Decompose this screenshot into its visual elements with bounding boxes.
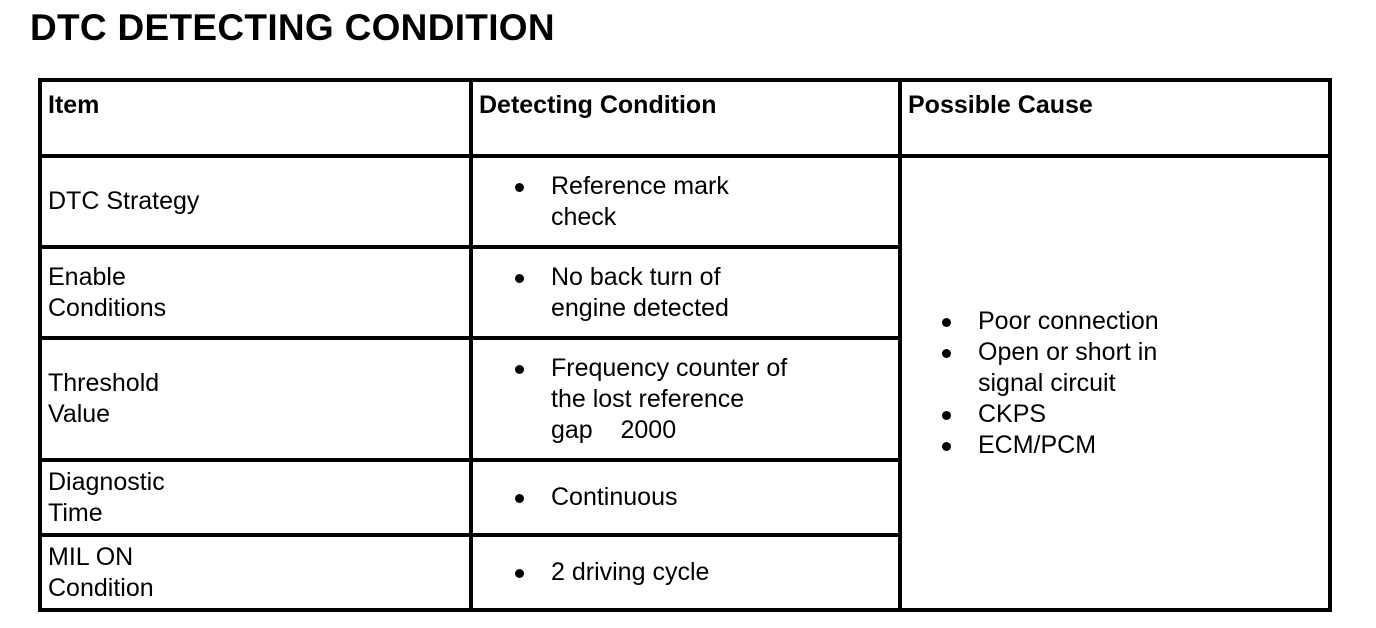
header-possible-cause: Possible Cause xyxy=(900,80,1330,156)
item-cell: Threshold Value xyxy=(40,338,471,460)
item-cell: Diagnostic Time xyxy=(40,460,471,535)
condition-cell xyxy=(471,156,900,247)
list-item: CKPS xyxy=(942,399,1328,430)
dtc-condition-table xyxy=(38,78,1332,612)
possible-cause-cell xyxy=(900,156,1330,610)
list-item: No back turn of engine detected xyxy=(515,262,898,324)
item-cell: MIL ON Condition xyxy=(40,535,471,610)
list-item: Continuous xyxy=(515,482,898,513)
page-title: DTC DETECTING CONDITION xyxy=(30,7,555,48)
table-header-row xyxy=(40,80,1330,156)
list-item: ECM/PCM xyxy=(942,430,1328,461)
condition-cell xyxy=(471,535,900,610)
list-item: 2 driving cycle xyxy=(515,557,898,588)
table-row xyxy=(40,156,1330,247)
list-item: Frequency counter of the lost reference gap 2000 xyxy=(515,353,898,446)
item-cell: DTC Strategy xyxy=(40,156,471,247)
list-item: Reference mark check xyxy=(515,171,898,233)
condition-cell xyxy=(471,247,900,338)
list-item: Open or short in signal circuit xyxy=(942,337,1328,399)
condition-cell xyxy=(471,338,900,460)
header-item: Item xyxy=(40,80,471,156)
list-item: Poor connection xyxy=(942,306,1328,337)
item-cell: Enable Conditions xyxy=(40,247,471,338)
header-detecting-condition: Detecting Condition xyxy=(471,80,900,156)
condition-cell xyxy=(471,460,900,535)
